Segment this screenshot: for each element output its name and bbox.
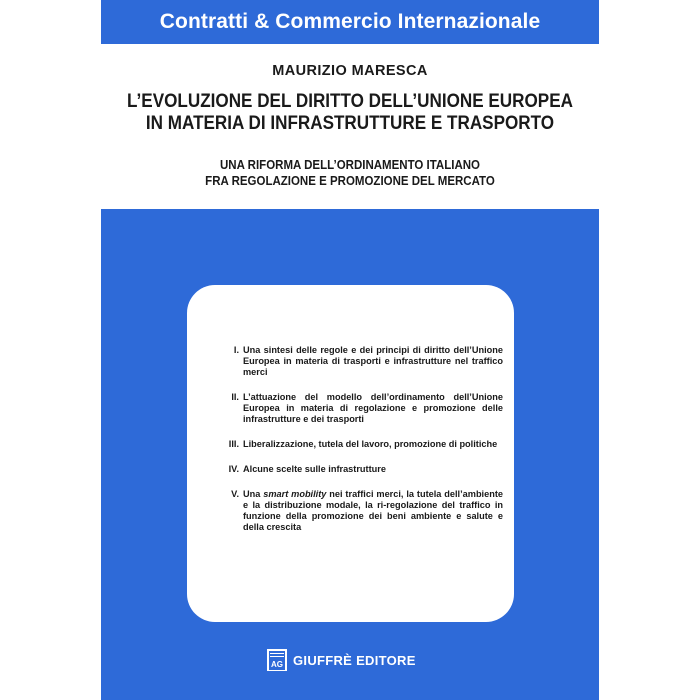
toc-list <box>207 345 503 547</box>
subtitle-line: FRA REGOLAZIONE E PROMOZIONE DEL MERCATO <box>205 174 495 188</box>
publisher-mark <box>267 648 416 672</box>
toc-item <box>207 489 503 533</box>
book-title <box>126 91 574 135</box>
title-line: IN MATERIA DI INFRASTRUTTURE E TRASPORTO <box>145 113 555 134</box>
toc-number: I. <box>233 345 239 355</box>
toc-text: Alcune scelte sulle infrastrutture <box>243 464 386 474</box>
toc-item <box>207 439 503 450</box>
toc-number: IV. <box>228 464 239 474</box>
series-title: Contratti & Commercio Internazionale <box>159 10 541 33</box>
subtitle-line: UNA RIFORMA DELL’ORDINAMENTO ITALIANO <box>219 158 481 172</box>
author-name: MAURIZIO MARESCA <box>272 63 428 79</box>
toc-number: II. <box>231 392 239 402</box>
toc-text-start: Una <box>243 489 264 499</box>
title-line: L’EVOLUZIONE DEL DIRITTO DELL’UNIONE EUROPEA <box>127 91 573 112</box>
publisher-name: GIUFFRÈ EDITORE <box>293 652 416 668</box>
toc-text <box>243 489 503 533</box>
toc-number: V. <box>231 489 239 499</box>
table-of-contents-card <box>187 285 514 622</box>
series-banner <box>101 0 599 44</box>
toc-text: L’attuazione del modello dell’ordinamento dell’Unione Europea in materia di regolazione e promozione delle infrastrutture e dei trasporti <box>243 392 503 424</box>
toc-text-italic: smart mobility <box>263 489 327 499</box>
toc-text: Liberalizzazione, tutela del lavoro, promozione di politiche <box>243 439 498 449</box>
toc-item <box>207 464 503 475</box>
toc-item <box>207 345 503 378</box>
book-subtitle <box>121 157 579 189</box>
toc-text-end: nei traffici merci, la tutela dell’ambiente e la distribuzione modale, la ri-regolazione del traffico in funzione della promozione dei beni ambiente e salute e della crescita <box>243 489 503 532</box>
toc-number: III. <box>228 439 239 449</box>
publisher-logo-icon <box>267 649 287 671</box>
toc-text: Una sintesi delle regole e dei principi di diritto dell’Unione Europea in materia di trasporti e infrastrutture nel traffico merci <box>243 345 503 377</box>
logo-line <box>270 653 284 654</box>
toc-item <box>207 392 503 425</box>
logo-letters: AG <box>271 660 283 669</box>
logo-line <box>270 656 284 657</box>
